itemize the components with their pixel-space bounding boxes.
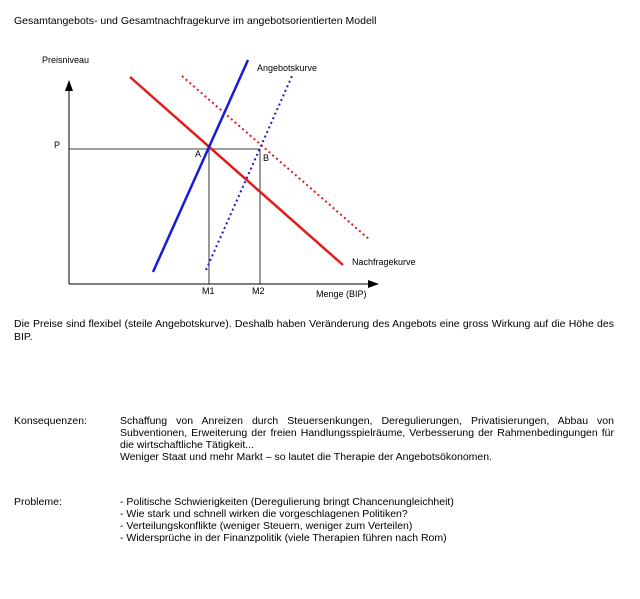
document-title: Gesamtangebots- und Gesamtnachfragekurve im angebotsorientierten Modell	[14, 15, 377, 27]
supply-curve-shifted	[206, 76, 292, 270]
explanation-paragraph: Die Preise sind flexibel (steile Angebotskurve). Deshalb haben Veränderung des Angebots eine gross Wirkung auf die Höhe des BIP.	[14, 318, 614, 343]
demand-curve-shifted	[182, 76, 370, 240]
konsequenzen-text: Schaffung von Anreizen durch Steuersenkungen, Deregulierungen, Privatisierungen, Abbau von Subventionen, Erweiterung der freien Handlungsspielräume, Verbesserung der Rahmenbedingungen für die wirtschaftliche Tätigkeit...	[120, 415, 614, 451]
supply-curve-label: Angebotskurve	[257, 63, 318, 73]
supply-curve	[153, 60, 248, 272]
probleme-label: Probleme:	[14, 496, 62, 508]
list-item: - Widersprüche in der Finanzpolitik (viele Therapien führen nach Rom)	[120, 532, 447, 544]
probleme-content	[120, 496, 614, 544]
konsequenzen-label: Konsequenzen:	[14, 415, 87, 427]
list-item: - Politische Schwierigkeiten (Deregulierung bringt Chancenungleichheit)	[120, 496, 454, 508]
list-item: - Wie stark und schnell wirken die vorgeschlagenen Politiken?	[120, 508, 408, 520]
point-b-label: B	[263, 153, 270, 163]
x-axis-label: Menge (BIP)	[316, 289, 367, 299]
x-axis-arrow	[368, 280, 379, 288]
konsequenzen-summary: Weniger Staat und mehr Markt – so lautet die Therapie der Angebotsökonomen.	[120, 451, 493, 463]
konsequenzen-content	[120, 415, 614, 463]
y-axis-label: Preisniveau	[42, 55, 90, 65]
probleme-list	[120, 496, 614, 544]
m2-label: M2	[252, 286, 265, 296]
demand-curve	[130, 77, 343, 265]
demand-curve-label: Nachfragekurve	[352, 257, 416, 267]
price-label: P	[54, 140, 61, 150]
m1-label: M1	[202, 286, 215, 296]
y-axis-arrow	[65, 80, 73, 91]
list-item: - Verteilungskonflikte (weniger Steuern, weniger zum Verteilen)	[120, 520, 413, 532]
point-a-label: A	[195, 149, 202, 159]
